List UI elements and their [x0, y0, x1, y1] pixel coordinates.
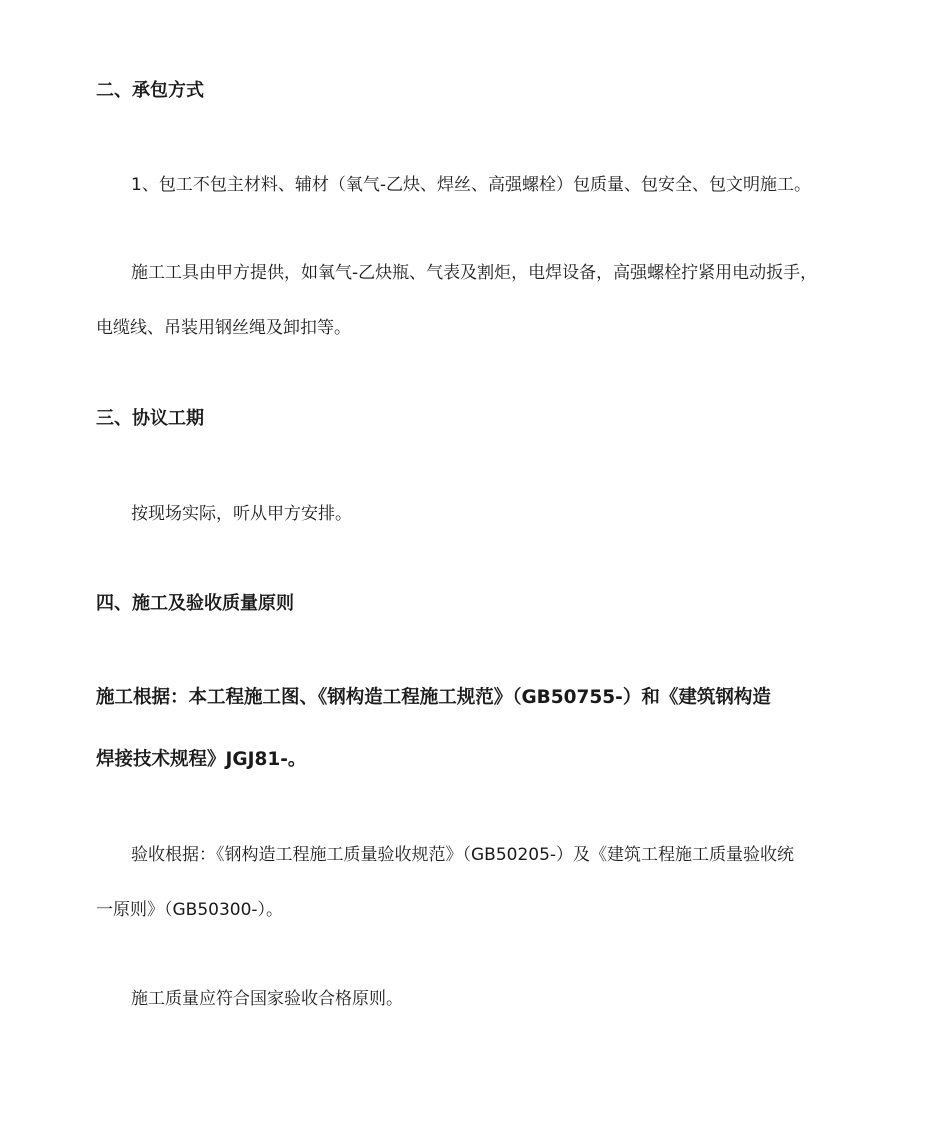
- paragraph-line: 一原则》（GB50300-）。: [96, 900, 284, 920]
- bold-paragraph-line: 施工根据：本工程施工图、《钢构造工程施工规范》（GB50755-）和《建筑钢构造: [96, 687, 771, 708]
- paragraph-line: 电缆线、吊装用钢丝绳及卸扣等。: [96, 318, 351, 338]
- paragraph-line: 验收根据：《钢构造工程施工质量验收规范》（GB50205-）及《建筑工程施工质量验收统: [131, 845, 795, 865]
- paragraph-line: 按现场实际，听从甲方安排。: [131, 504, 352, 524]
- paragraph-line: 施工质量应符合国家验收合格原则。: [131, 989, 403, 1009]
- section-heading-quality: 四、施工及验收质量原则: [96, 593, 294, 614]
- bold-paragraph-line: 焊接技术规程》JGJ81-。: [96, 749, 307, 770]
- paragraph-line: 1、包工不包主材料、辅材（氧气-乙炔、焊丝、高强螺栓）包质量、包安全、包文明施工。: [131, 175, 811, 195]
- section-heading-schedule: 三、协议工期: [96, 408, 204, 429]
- section-heading-contract-method: 二、承包方式: [96, 80, 204, 101]
- paragraph-line: 施工工具由甲方提供，如氧气-乙炔瓶、气表及割炬，电焊设备，高强螺栓拧紧用电动扳手，: [131, 263, 818, 283]
